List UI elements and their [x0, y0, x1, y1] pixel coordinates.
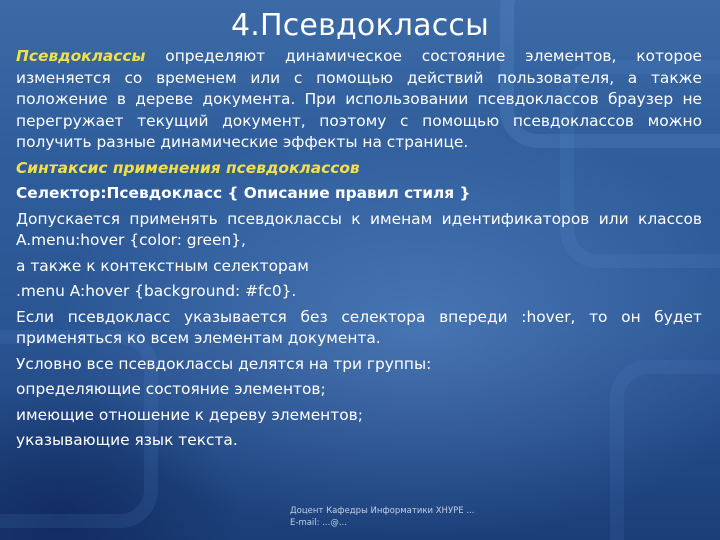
paragraph-groups: Условно все псевдоклассы делятся на три группы:	[16, 354, 432, 373]
definition-text: определяют динамическое состояние элементов, которое изменяется со временем или с помощью действий пользователя, а также положение в дереве документа. При использовании псевдоклассов браузер не перегружает текущий документ, поэтому с помощью псевдоклассов можно получить разные динамические эффекты на странице.	[16, 47, 702, 151]
paragraph-no-selector: Если псевдокласс указывается без селектора впереди :hover, то он будет применяться ко всем элементам документа.	[16, 307, 702, 347]
slide-title: 4.Псевдоклассы	[230, 8, 490, 43]
paragraph-definition	[16, 46, 702, 154]
footer-credits	[290, 505, 710, 529]
syntax-heading: Синтаксис применения псевдоклассов	[16, 158, 360, 177]
slide-body	[16, 46, 702, 456]
paragraph-example: .menu A:hover {background: #fc0}.	[16, 282, 297, 300]
syntax-rule: Селектор:Псевдокласс { Описание правил стиля }	[16, 184, 471, 202]
paragraph-id-class: Допускается применять псевдоклассы к именам идентификаторов или классов A.menu:hover {color: green},	[16, 209, 702, 249]
group-item-language: указывающие язык текста.	[16, 431, 238, 449]
paragraph-contextual: а также к контекстным селекторам	[16, 256, 309, 275]
footer-line: E-mail: ...@...	[290, 518, 347, 528]
footer-line: Доцент Кафедры Информатики ХНУРЕ ...	[290, 506, 475, 516]
group-item-state: определяющие состояние элементов;	[16, 380, 326, 398]
term-highlight: Псевдоклассы	[16, 47, 146, 65]
group-item-tree: имеющие отношение к дереву элементов;	[16, 405, 363, 424]
